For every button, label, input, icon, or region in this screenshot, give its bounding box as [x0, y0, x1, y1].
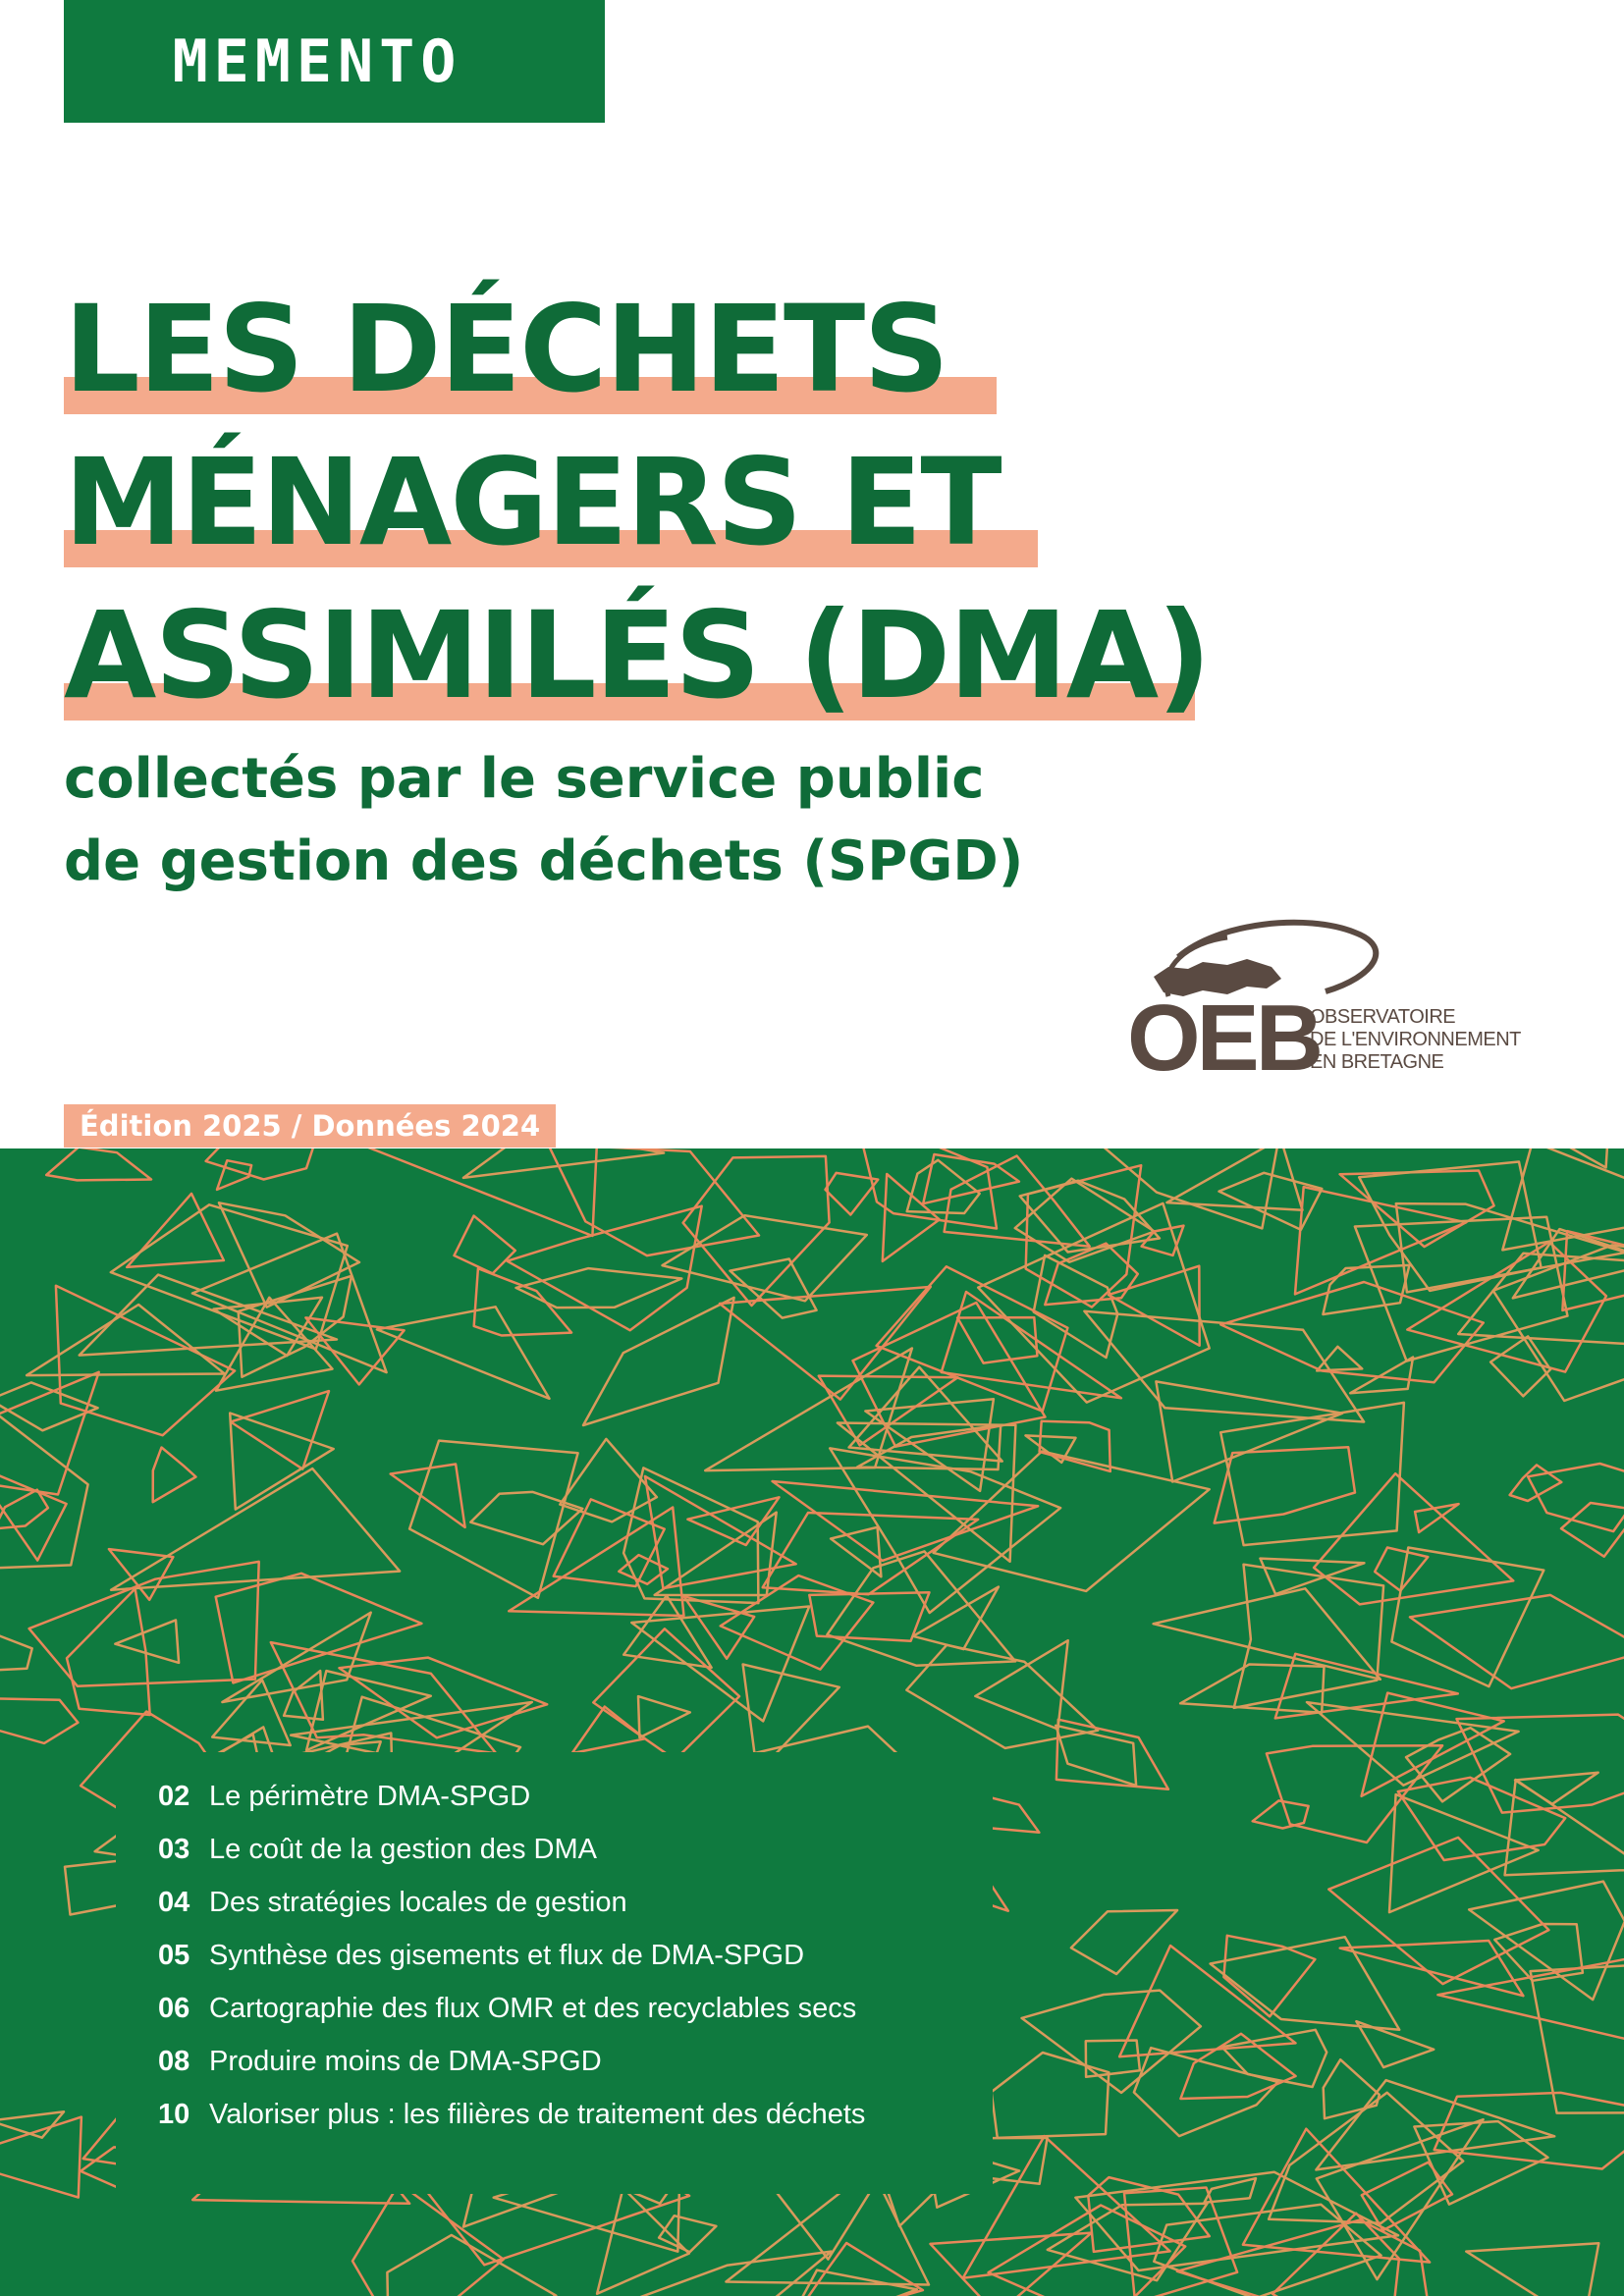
toc-label: Valoriser plus : les filières de traitement des déchets	[209, 2099, 866, 2130]
toc-page-number: 03	[158, 1834, 190, 1865]
toc-item	[158, 1770, 993, 1823]
toc-page-number: 08	[158, 2046, 190, 2077]
toc-label: Des stratégies locales de gestion	[209, 1887, 627, 1918]
title-line-2: MÉNAGERS ET	[64, 426, 1210, 579]
toc-item	[158, 1929, 993, 1982]
title-line-1: LES DÉCHETS	[64, 273, 1210, 426]
toc-page-number: 04	[158, 1887, 190, 1918]
memento-banner	[64, 0, 605, 123]
toc-item	[158, 1982, 993, 2035]
toc-label: Synthèse des gisements et flux de DMA-SPGD	[209, 1940, 805, 1971]
toc-label: Le périmètre DMA-SPGD	[209, 1781, 531, 1812]
toc-item	[158, 2035, 993, 2088]
toc-item	[158, 1876, 993, 1929]
subtitle-line-2: de gestion des déchets (SPGD)	[64, 829, 1024, 893]
subtitle-line-1: collectés par le service public	[64, 747, 985, 811]
main-title	[64, 273, 1210, 732]
toc-page-number: 10	[158, 2099, 190, 2130]
toc-item	[158, 1823, 993, 1876]
memento-label: MEMENTO	[172, 27, 462, 96]
title-line-3: ASSIMILÉS (DMA)	[64, 586, 1210, 725]
toc-page-number: 02	[158, 1781, 190, 1812]
logo-acronym: OEB	[1127, 986, 1321, 1075]
toc-page-number: 06	[158, 1993, 190, 2024]
toc-page-number: 05	[158, 1940, 190, 1971]
logo-name: OBSERVATOIRE DE L'ENVIRONNEMENT EN BRETAGNE	[1310, 1006, 1521, 1073]
subtitle	[64, 738, 1023, 903]
table-of-contents	[116, 1752, 993, 2194]
toc-label: Cartographie des flux OMR et des recyclables secs	[209, 1993, 857, 2024]
toc-label: Le coût de la gestion des DMA	[209, 1834, 597, 1865]
edition-badge: Édition 2025 / Données 2024	[64, 1104, 556, 1148]
toc-item	[158, 2088, 993, 2141]
toc-label: Produire moins de DMA-SPGD	[209, 2046, 602, 2077]
